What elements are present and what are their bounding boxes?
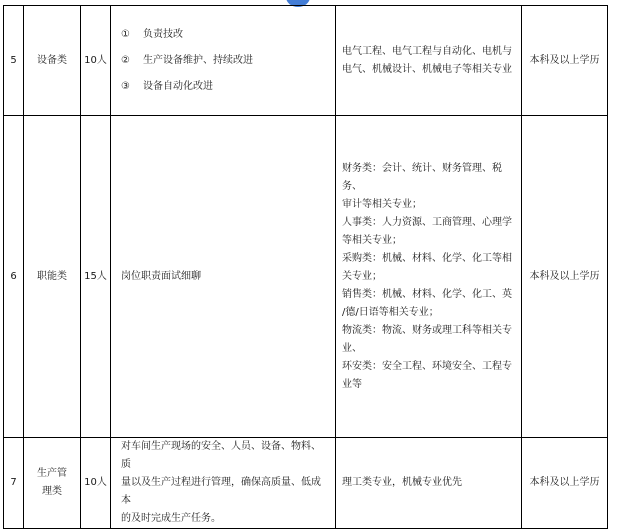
recruitment-table bbox=[3, 5, 608, 529]
education-requirement: 本科及以上学历 bbox=[522, 6, 608, 116]
requirement-line: 财务类：会计、统计、财务管理、税务、 bbox=[342, 162, 502, 192]
requirement-line: 审计等相关专业； bbox=[342, 198, 422, 210]
duty-text: 设备自动化改进 bbox=[143, 80, 213, 92]
table-row bbox=[4, 6, 608, 116]
duty-item bbox=[121, 48, 335, 74]
major-requirements: 理工类专业，机械专业优先 bbox=[336, 438, 522, 529]
duty-line: 量以及生产过程进行管理，确保高质量、低成本 bbox=[121, 477, 321, 506]
duty-marker: ① bbox=[121, 28, 130, 40]
requirement-line: 电气工程、电气工程与自动化、电机与 bbox=[342, 45, 512, 57]
duty-line: 对车间生产现场的安全、人员、设备、物料、质 bbox=[121, 441, 321, 470]
requirement-line: /德/日语等相关专业； bbox=[342, 306, 439, 318]
duty-item bbox=[121, 74, 335, 100]
table-row bbox=[4, 116, 608, 438]
headcount: 10人 bbox=[81, 438, 111, 529]
job-duties bbox=[111, 6, 336, 116]
row-number: 5 bbox=[4, 6, 24, 116]
requirement-line: 业等 bbox=[342, 378, 362, 390]
requirement-line: 人事类：人力资源、工商管理、心理学 bbox=[342, 216, 512, 228]
duty-marker: ③ bbox=[121, 80, 130, 92]
row-number: 7 bbox=[4, 438, 24, 529]
requirement-line: 电气、机械设计、机械电子等相关专业 bbox=[342, 63, 512, 75]
job-category bbox=[24, 438, 81, 529]
job-category: 设备类 bbox=[24, 6, 81, 116]
requirement-line: 物流类：物流、财务或理工科等相关专业、 bbox=[342, 324, 512, 354]
category-line: 生产管 bbox=[37, 468, 67, 479]
job-duties bbox=[111, 438, 336, 529]
requirement-line: 销售类：机械、材料、化学、化工、英 bbox=[342, 288, 512, 300]
headcount: 15人 bbox=[81, 116, 111, 438]
requirement-line: 关专业； bbox=[342, 270, 382, 282]
major-requirements bbox=[336, 116, 522, 438]
table-row bbox=[4, 438, 608, 529]
duty-text: 负责技改 bbox=[143, 28, 183, 40]
category-line: 理类 bbox=[42, 486, 62, 497]
requirement-line: 采购类：机械、材料、化学、化工等相 bbox=[342, 252, 512, 264]
education-requirement: 本科及以上学历 bbox=[522, 438, 608, 529]
duty-line: 的及时完成生产任务。 bbox=[121, 513, 221, 524]
education-requirement: 本科及以上学历 bbox=[522, 116, 608, 438]
row-number: 6 bbox=[4, 116, 24, 438]
duty-item bbox=[121, 22, 335, 48]
duty-marker: ② bbox=[121, 54, 130, 66]
headcount: 10人 bbox=[81, 6, 111, 116]
major-requirements bbox=[336, 6, 522, 116]
job-duties: 岗位职责面试细聊 bbox=[111, 116, 336, 438]
duty-text: 生产设备维护、持续改进 bbox=[143, 54, 253, 66]
requirement-line: 等相关专业； bbox=[342, 234, 402, 246]
job-category: 职能类 bbox=[24, 116, 81, 438]
requirement-line: 环安类：安全工程、环境安全、工程专 bbox=[342, 360, 512, 372]
